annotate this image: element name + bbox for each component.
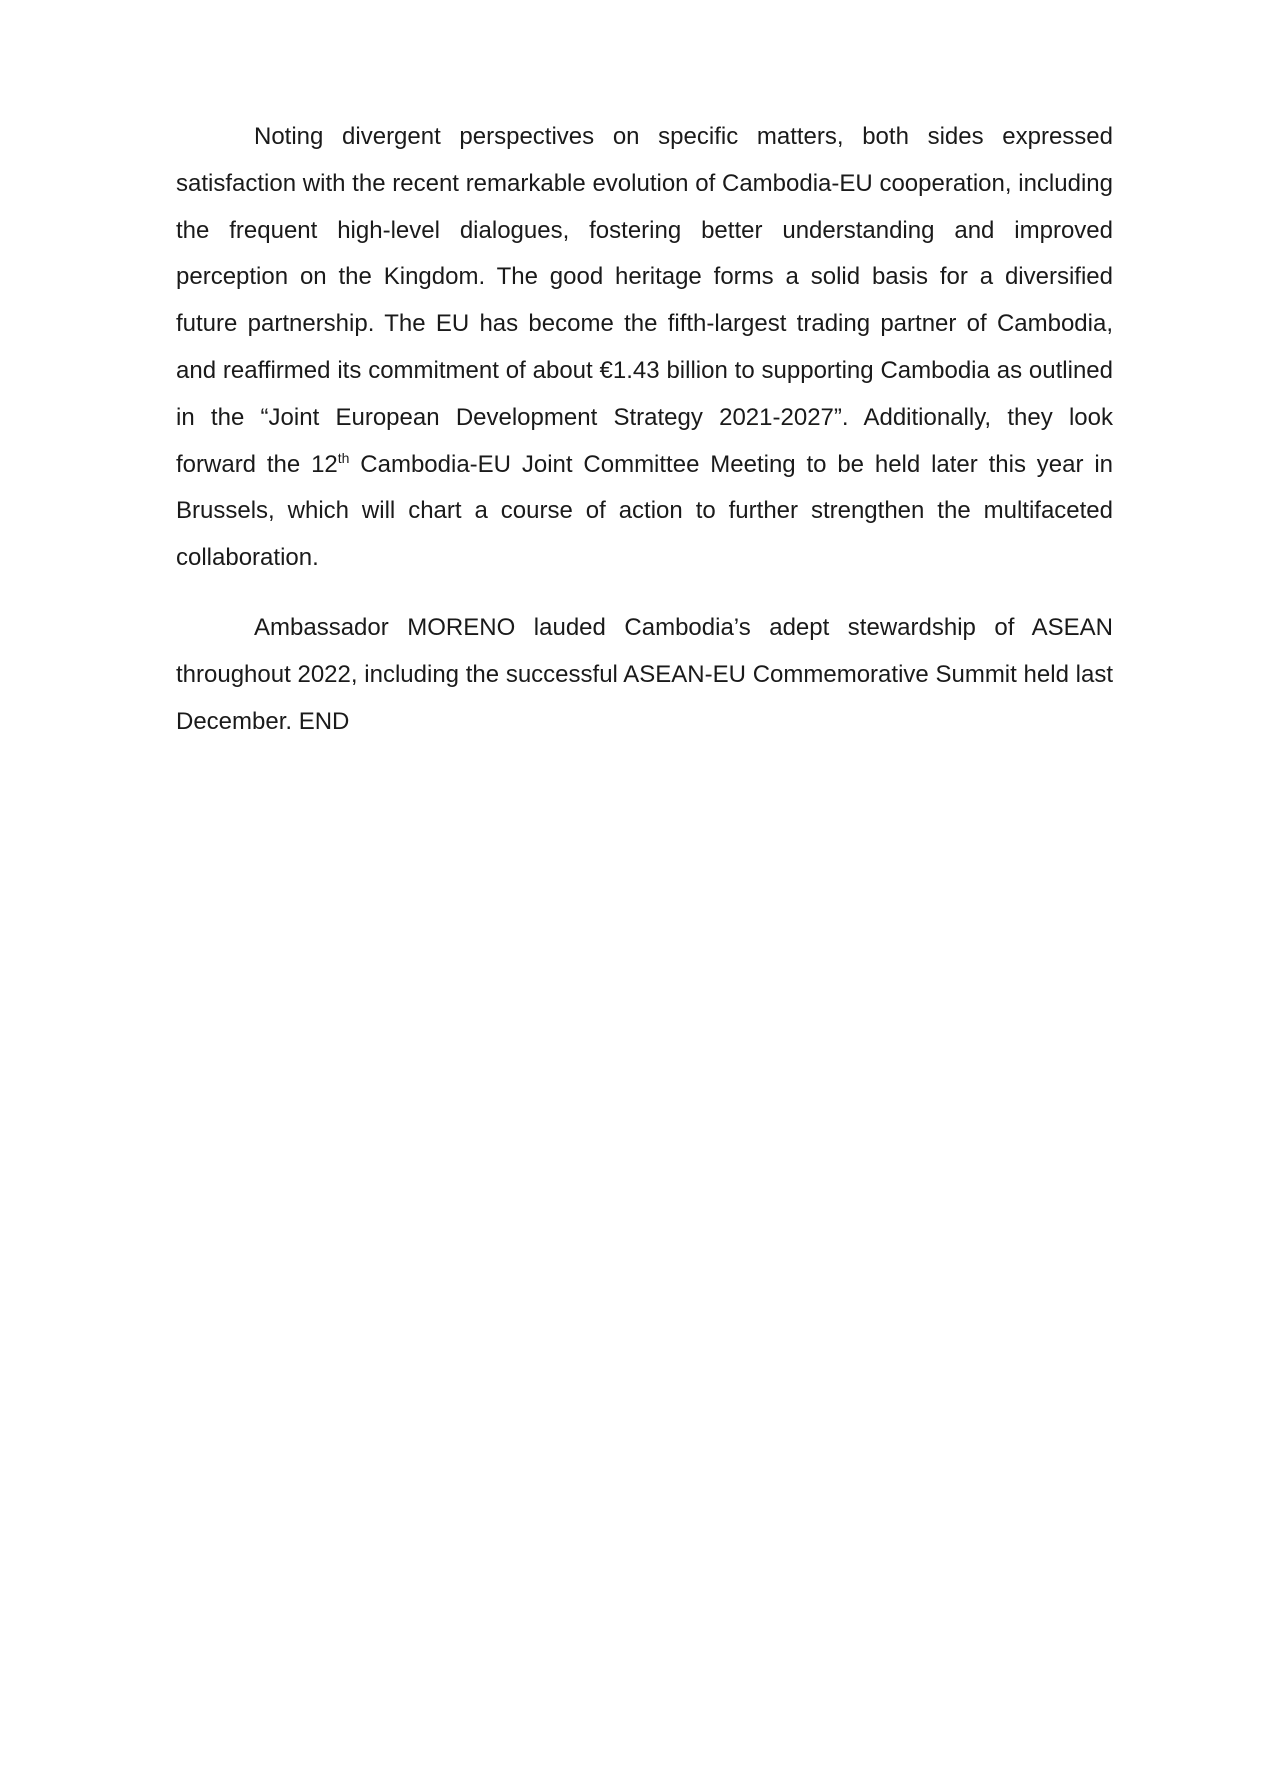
document-body bbox=[176, 114, 1113, 745]
paragraph-cooperation bbox=[176, 114, 1113, 582]
ordinal-superscript: th bbox=[337, 449, 350, 466]
paragraph-asean bbox=[176, 605, 1113, 745]
paragraph-cooperation-text-end: Cambodia-EU Joint Committee Meeting to be held later this year in Brussels, which will chart a course of action to further strengthen the multifaceted collaboration. bbox=[176, 450, 1113, 572]
paragraph-cooperation-text-start: Noting divergent perspectives on specific matters, both sides expressed satisfaction with the recent remarkable evolution of Cambodia-EU cooperation, including the frequent high-level dialogues, fostering better understanding and improved perception on the Kingdom. The good heritage forms a solid basis for a diversified future partnership. The EU has become the fifth-largest trading partner of Cambodia, and reaffirmed its commitment of about €1.43 billion to supporting Cambodia as outlined in the “Joint European Development Strategy 2021-2027”. Additionally, they look forward the 12 bbox=[176, 123, 1113, 478]
paragraph-asean-text: Ambassador MORENO lauded Cambodia’s adept stewardship of ASEAN throughout 2022, including the successful ASEAN-EU Commemorative Summit held last December. END bbox=[176, 613, 1113, 735]
